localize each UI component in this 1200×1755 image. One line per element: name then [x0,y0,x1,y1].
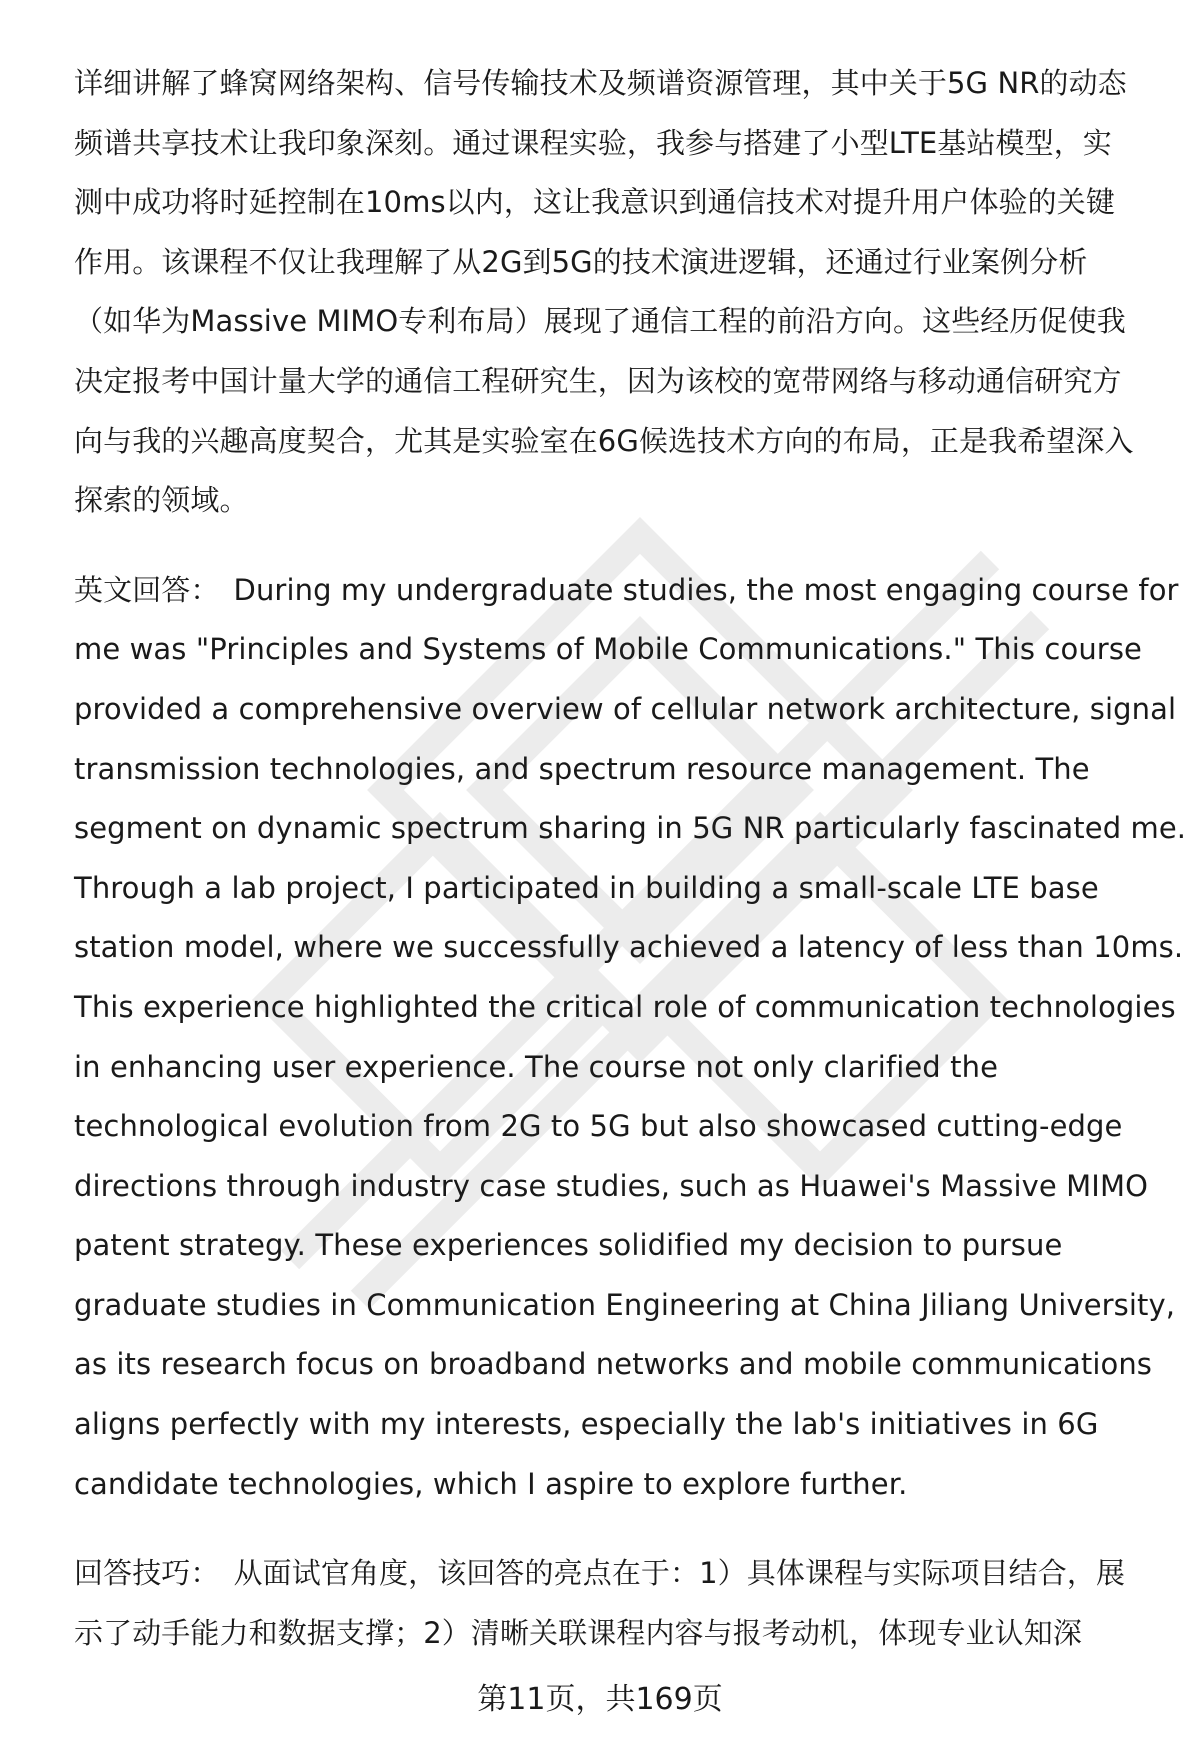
text-line: patent strategy. These experiences solidified my decision to pursue [74,1228,1063,1263]
text-line: 示了动手能力和数据支撑；2）清晰关联课程内容与报考动机，体现专业认知深 [74,1615,1082,1650]
text-line: me was "Principles and Systems of Mobile Communications." This course [74,632,1142,667]
text-line: （如华为Massive MIMO专利布局）展现了通信工程的前沿方向。这些经历促使我 [74,304,1126,339]
text-line: provided a comprehensive overview of cellular network architecture, signal [74,691,1177,726]
text-line: segment on dynamic spectrum sharing in 5G NR particularly fascinated me. [74,811,1187,846]
text-line: 作用。该课程不仅让我理解了从2G到5G的技术演进逻辑，还通过行业案例分析 [74,244,1088,279]
text-line: aligns perfectly with my interests, especially the lab's initiatives in 6G [74,1407,1099,1442]
paragraph-spacer [74,1514,1164,1544]
text-line: 频谱共享技术让我印象深刻。通过课程实验，我参与搭建了小型LTE基站模型，实 [74,125,1112,160]
text-line: graduate studies in Communication Engineering at China Jiliang University, [74,1287,1176,1322]
text-line: 探索的领域。 [74,483,249,518]
text-line: technological evolution from 2G to 5G but also showcased cutting-edge [74,1109,1123,1144]
answer-tips-label: 回答技巧： [74,1556,220,1591]
paragraph-english [74,561,1187,1515]
text-line: 向与我的兴趣高度契合，尤其是实验室在6G候选技术方向的布局，正是我希望深入 [74,423,1134,458]
text-line: directions through industry case studies, such as Huawei's Massive MIMO [74,1168,1148,1203]
text-line: This experience highlighted the critical role of communication technologies [74,989,1176,1024]
text-line: transmission technologies, and spectrum resource management. The [74,751,1090,786]
text-run: During my undergraduate studies, the most engaging course for [233,572,1179,607]
text-line: station model, where we successfully achieved a latency of less than 10ms. [74,930,1184,965]
document-body [74,54,1187,1663]
text-line: 决定报考中国计量大学的通信工程研究生，因为该校的宽带网络与移动通信研究方 [74,363,1122,398]
text-line: in enhancing user experience. The course not only clarified the [74,1049,999,1084]
paragraph-tips [74,1544,1164,1663]
paragraph-spacer [74,531,1164,561]
paragraph-chinese [74,54,1164,531]
text-line: Through a lab project, I participated in building a small-scale LTE base [74,870,1099,905]
text-line: as its research focus on broadband networks and mobile communications [74,1347,1153,1382]
text-line [74,1544,1164,1604]
text-run: 从面试官角度，该回答的亮点在于：1）具体课程与实际项目结合，展 [233,1556,1126,1591]
text-line: 测中成功将时延控制在10ms以内，这让我意识到通信技术对提升用户体验的关键 [74,185,1115,220]
text-line: 详细讲解了蜂窝网络架构、信号传输技术及频谱资源管理，其中关于5G NR的动态 [74,66,1127,100]
english-answer-label: 英文回答： [74,572,220,607]
text-line: candidate technologies, which I aspire to explore further. [74,1466,908,1501]
page-number: 第11页，共169页 [477,1682,723,1717]
text-line [74,561,1179,621]
